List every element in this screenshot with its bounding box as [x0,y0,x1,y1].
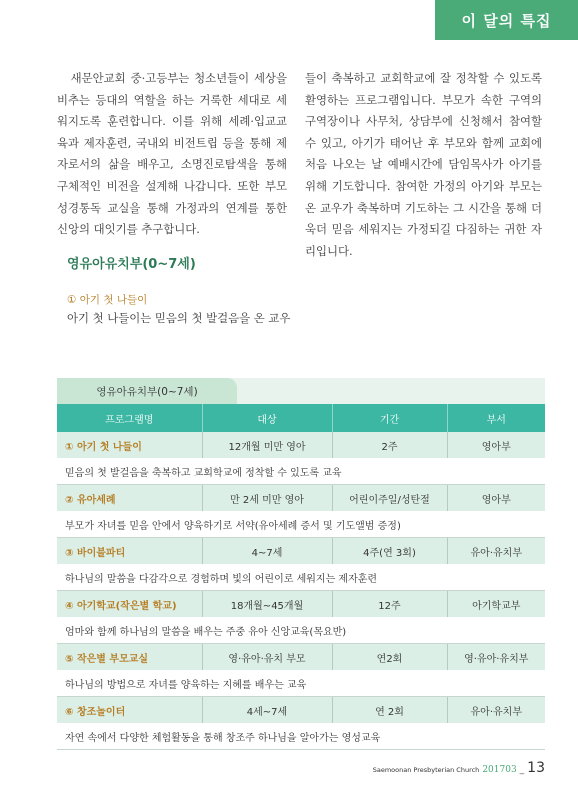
table-row [57,432,545,458]
table-row [57,538,545,565]
table-row [57,644,545,671]
left-paragraph: 새문안교회 중·고등부는 청소년들이 세상을 비추는 등대의 역할을 하는 거룩한 세대로 세워지도록 훈련합니다. 이를 위해 세례·입교교육과 제자훈련, 국내외 비전트립 등을 통해 제자로서의 삶을 배우고, 소명진로탐색을 통해 구체적인 비전을 설계해 나갑니다. 또한 부모성경통독 교실을 통해 가정과의 연계를 통한 신앙의 대잇기를 추구합니다. [57,71,287,237]
program-name: ④ 아기학교(작은별 학교) [57,591,202,618]
program-dept: 영아부 [447,432,545,458]
section-tag: 이 달의 특집 [435,0,578,40]
table-header-row [57,404,545,432]
program-name: ② 유아세례 [57,485,202,512]
program-target: 4세~7세 [202,697,332,724]
program-period: 어린이주일/성탄절 [332,485,447,512]
table-desc-row [57,723,545,750]
program-desc: 믿음의 첫 발걸음을 축복하고 교회학교에 정착할 수 있도록 교육 [57,458,545,485]
table-desc-row [57,458,545,485]
program-period: 연2회 [332,644,447,671]
program-name: ① 아기 첫 나들이 [57,432,202,458]
program-desc: 하나님의 방법으로 자녀를 양육하는 지혜를 배우는 교육 [57,670,545,697]
program-name: ⑥ 창조놀이터 [57,697,202,724]
header-period: 기간 [332,404,447,432]
program-target: 18개월~45개월 [202,591,332,618]
header-program: 프로그램명 [57,404,202,432]
program-target: 12개월 미만 영아 [202,432,332,458]
header-dept: 부서 [447,404,545,432]
table-row [57,591,545,618]
program-desc: 부모가 자녀를 믿음 안에서 양육하기로 서약(유아세례 증서 및 기도앨범 증정) [57,511,545,538]
page-number: 13 [527,760,545,776]
program-name: ⑤ 작은별 부모교실 [57,644,202,671]
program-target: 만 2세 미만 영아 [202,485,332,512]
footer-date: 201703 [482,765,517,775]
program-table [57,404,545,750]
program-target: 4~7세 [202,538,332,565]
footer-separator: _ [519,765,525,775]
table-desc-row [57,511,545,538]
header-target: 대상 [202,404,332,432]
table-desc-row [57,564,545,591]
section-heading: 영유아유치부(0~7세) [67,257,196,272]
program-desc: 엄마와 함께 하나님의 말씀을 배우는 주중 유아 신앙교육(목요반) [57,617,545,644]
program-period: 2주 [332,432,447,458]
footer-church: Saemoonan Presbyterian Church [372,766,480,774]
program-period: 연 2회 [332,697,447,724]
table-tab-label: 영유아유치부(0~7세) [57,378,237,404]
program-dept: 유아·유치부 [447,697,545,724]
table-row [57,485,545,512]
table-row [57,697,545,724]
program-dept: 아기학교부 [447,591,545,618]
program-target: 영·유아·유치 부모 [202,644,332,671]
sub-heading: ① 아기 첫 나들이 [67,294,148,306]
right-paragraph: 들이 축복하고 교회학교에 잘 정착할 수 있도록 환영하는 프로그램입니다. 부모가 속한 구역의 구역장이나 사무처, 상담부에 신청해서 참여할 수 있고, 아기가 태어난 후 부모와 함께 교회에 처음 나오는 날 예배시간에 담임목사가 아기를 위해 기도합니다. 참여한 가정의 아기와 부모는 온 교우가 축복하며 기도하는 그 시간을 통해 더욱더 믿음 세워지는 가정되길 다짐하는 귀한 자리입니다. [305,71,542,258]
program-period: 4주(연 3회) [332,538,447,565]
program-period: 12주 [332,591,447,618]
program-dept: 영아부 [447,485,545,512]
program-desc: 하나님의 말씀을 다감각으로 경험하며 빛의 어린이로 세워지는 제자훈련 [57,564,545,591]
program-desc: 자연 속에서 다양한 체험활동을 통해 창조주 하나님을 알아가는 영성교육 [57,723,545,750]
program-dept: 영·유아·유치부 [447,644,545,671]
program-dept: 유아·유치부 [447,538,545,565]
page-footer [373,760,545,776]
program-name: ③ 바이블파티 [57,538,202,565]
table-desc-row [57,670,545,697]
sub-text: 아기 첫 나들이는 믿음의 첫 발걸음을 온 교우 [67,311,291,325]
table-desc-row [57,617,545,644]
